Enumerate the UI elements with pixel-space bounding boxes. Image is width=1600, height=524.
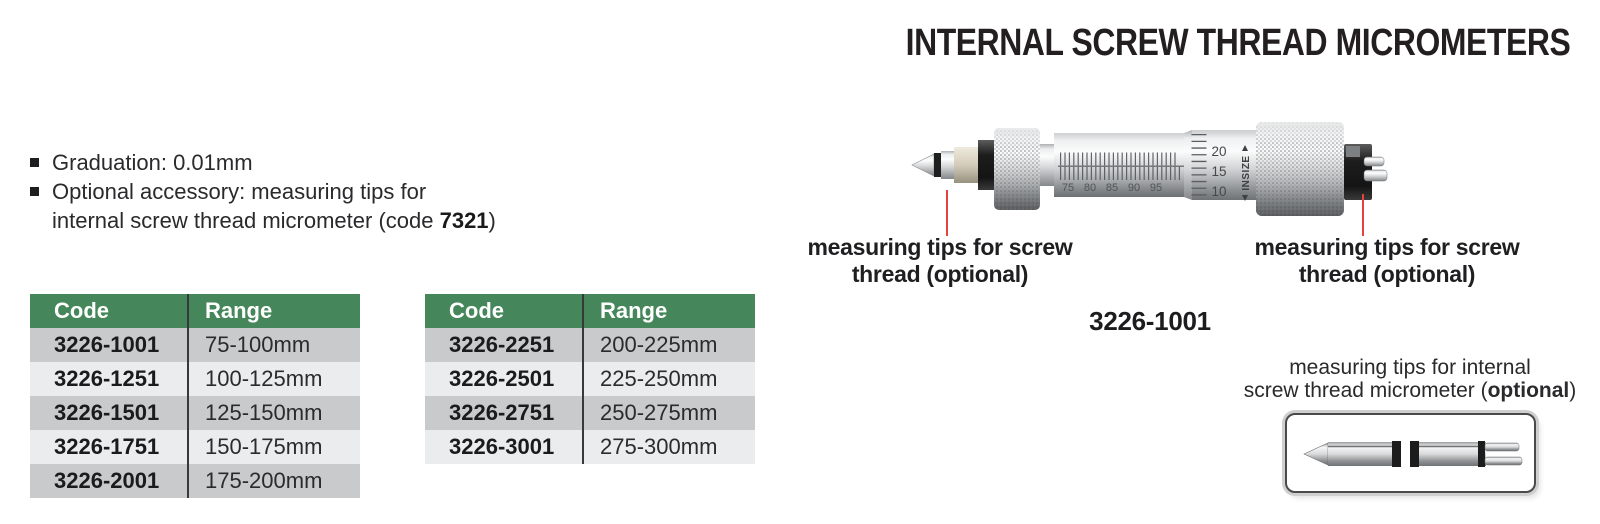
model-code-label: 3226-1001 xyxy=(1089,306,1211,336)
spec-accessory-line2-text xyxy=(52,206,496,235)
table-row xyxy=(30,328,360,362)
spec-table-1 xyxy=(30,294,360,498)
cell-range: 200-225mm xyxy=(582,328,755,362)
table-row xyxy=(425,430,755,464)
cell-range: 100-125mm xyxy=(187,362,360,396)
column-header-code: Code xyxy=(449,298,504,323)
accessory-caption-line1: measuring tips for internal xyxy=(1289,356,1531,379)
cell-range: 275-300mm xyxy=(582,430,755,464)
spec-graduation xyxy=(30,148,496,177)
cone-tip xyxy=(1304,441,1401,467)
spec-accessory-line1: Optional accessory: measuring tips for xyxy=(52,179,427,204)
sleeve-number: 90 xyxy=(1127,182,1141,194)
thimble-number: 15 xyxy=(1211,164,1227,179)
left-tip-annotation xyxy=(790,234,1090,288)
cell-range: 125-150mm xyxy=(187,396,360,430)
right-measuring-tip xyxy=(1344,144,1387,200)
leader-line-left xyxy=(946,190,948,236)
thimble-number: 20 xyxy=(1211,144,1227,159)
annotation-line1: measuring tips for screw xyxy=(1254,234,1520,260)
bullet-square-icon xyxy=(30,187,39,196)
spec-accessory-suffix: ) xyxy=(488,208,496,233)
cell-code: 3226-1251 xyxy=(54,366,160,391)
thimble-scale xyxy=(1184,130,1256,201)
cell-code: 3226-1501 xyxy=(54,400,160,425)
table-row xyxy=(30,464,360,498)
table-header-row xyxy=(30,294,360,328)
cell-range: 150-175mm xyxy=(187,430,360,464)
column-header-range: Range xyxy=(582,294,755,328)
annotation-line2: thread (optional) xyxy=(1298,261,1476,287)
fork-tip xyxy=(1410,441,1522,467)
accessory-caption-bold: optional xyxy=(1487,379,1570,402)
sleeve-number: 85 xyxy=(1105,182,1119,194)
spec-accessory xyxy=(30,177,496,206)
sleeve-number: 80 xyxy=(1083,182,1097,194)
cell-code: 3226-2001 xyxy=(54,468,160,493)
accessory-caption-suffix: ) xyxy=(1569,379,1577,402)
cell-code: 3226-2751 xyxy=(449,400,555,425)
bullet-square-icon xyxy=(30,158,39,167)
spec-graduation-text: Graduation: 0.01mm xyxy=(52,150,253,175)
column-header-code: Code xyxy=(54,298,109,323)
spec-list xyxy=(30,148,496,235)
sleeve-number: 75 xyxy=(1061,182,1075,194)
spec-accessory-code: 7321 xyxy=(439,208,489,233)
table-row xyxy=(30,430,360,464)
cell-code: 3226-1001 xyxy=(54,332,160,357)
sleeve-number: 95 xyxy=(1149,182,1163,194)
table-row xyxy=(425,362,755,396)
spec-accessory-prefix: internal screw thread micrometer (code xyxy=(52,208,440,233)
cell-range: 225-250mm xyxy=(582,362,755,396)
spec-accessory-line2 xyxy=(52,206,496,235)
annotation-line2: thread (optional) xyxy=(851,261,1029,287)
table-row xyxy=(425,396,755,430)
spec-table-2 xyxy=(425,294,755,464)
accessory-photo-frame xyxy=(1285,413,1536,493)
sleeve-scale xyxy=(1054,133,1184,197)
right-tip-annotation xyxy=(1237,234,1537,288)
table-header-row xyxy=(425,294,755,328)
cell-code: 3226-2251 xyxy=(449,332,555,357)
neck xyxy=(1040,144,1054,186)
thimble-knurled-grip xyxy=(1256,122,1344,216)
table-row xyxy=(425,328,755,362)
table-row xyxy=(30,362,360,396)
annotation-line1: measuring tips for screw xyxy=(807,234,1073,260)
thimble-number: 10 xyxy=(1211,184,1227,199)
left-knurled-ring xyxy=(994,128,1040,210)
accessory-caption-prefix: screw thread micrometer ( xyxy=(1243,379,1488,402)
cell-code: 3226-2501 xyxy=(449,366,555,391)
leader-line-right xyxy=(1362,194,1364,236)
table-row xyxy=(30,396,360,430)
cell-range: 250-275mm xyxy=(582,396,755,430)
cell-range: 75-100mm xyxy=(187,328,360,362)
cell-code: 3226-3001 xyxy=(449,434,555,459)
measuring-tips-photo xyxy=(1288,416,1533,490)
accessory-caption-line2 xyxy=(1225,379,1595,402)
cell-range: 175-200mm xyxy=(187,464,360,498)
micrometer-photo xyxy=(888,98,1388,230)
accessory-caption xyxy=(1225,356,1595,402)
brand-logo: INSIZE xyxy=(1241,155,1252,191)
left-measuring-tip xyxy=(912,140,994,190)
page-title: INTERNAL SCREW THREAD MICROMETERS xyxy=(905,22,1570,64)
cell-code: 3226-1751 xyxy=(54,434,160,459)
column-header-range: Range xyxy=(187,294,360,328)
